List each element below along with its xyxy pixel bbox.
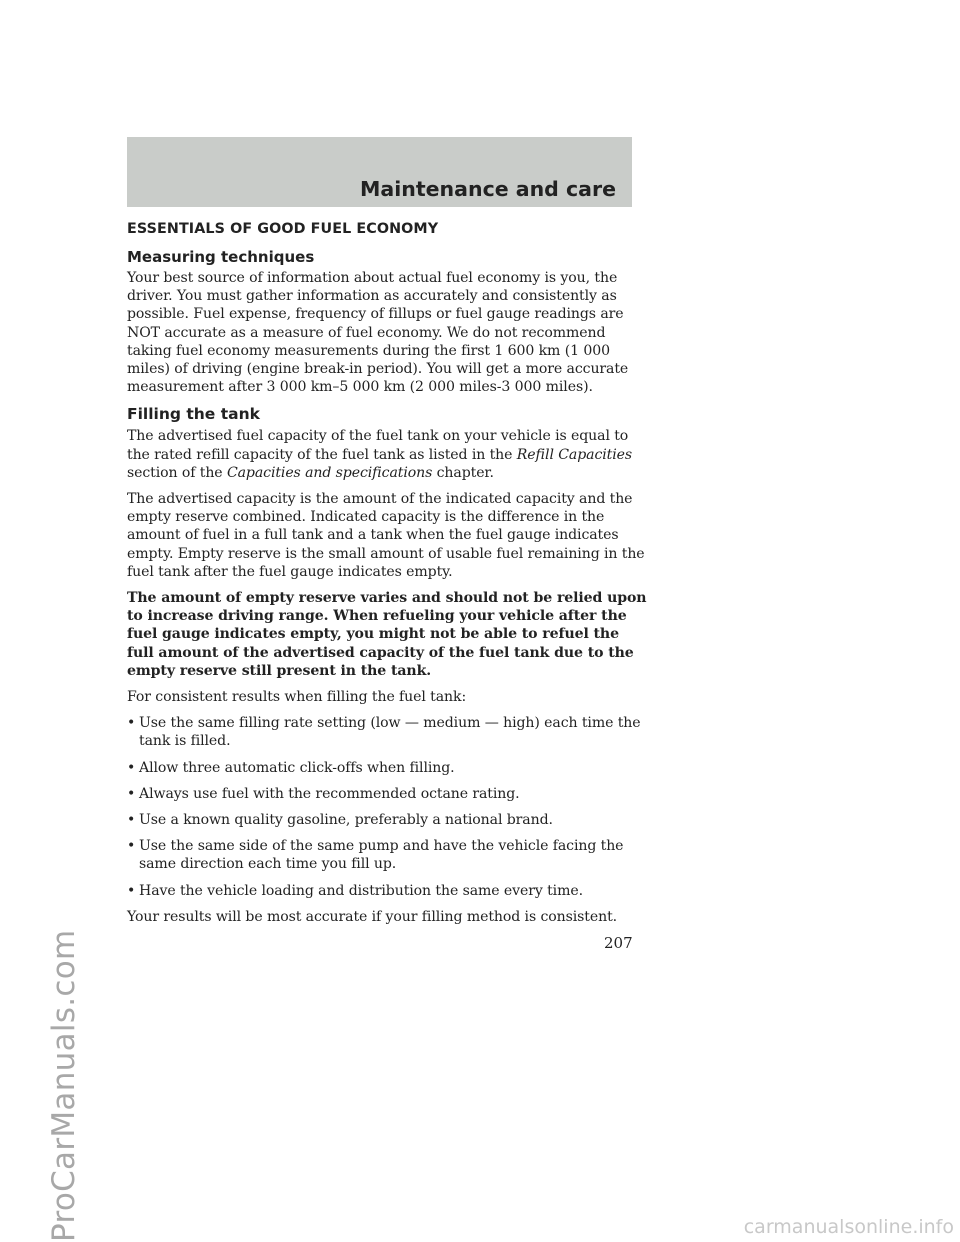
refill-capacities-reference: Refill Capacities (516, 446, 632, 463)
bullet-icon: • (127, 812, 136, 829)
list-item (127, 882, 647, 900)
filling-p1-text-3: chapter. (432, 464, 494, 481)
watermark-carmanualsonline: carmanualsonline.info (743, 1216, 954, 1238)
page-content (127, 221, 647, 934)
list-item (127, 759, 647, 777)
section-title: Maintenance and care (359, 177, 616, 201)
empty-reserve-warning: The amount of empty reserve varies and should not be relied upon to increase driving range. When refueling your vehicle after the fuel gauge indicates empty, you might not be able to refuel the full amount of the advertised capacity of the fuel tank due to the empty reserve still present in the tank. (127, 590, 647, 679)
filling-heading: Filling the tank (127, 405, 260, 424)
main-heading: ESSENTIALS OF GOOD FUEL ECONOMY (127, 221, 439, 237)
list-item-text: Use a known quality gasoline, preferably a national brand. (139, 812, 553, 829)
list-item (127, 811, 647, 829)
list-item (127, 714, 647, 750)
closing-paragraph: Your results will be most accurate if your filling method is consistent. (127, 908, 618, 925)
list-item-text: Have the vehicle loading and distribution the same every time. (139, 882, 583, 899)
list-item-text: Always use fuel with the recommended octane rating. (139, 785, 520, 802)
bullet-icon: • (127, 838, 136, 855)
section-header (127, 137, 632, 207)
filling-tips-list (127, 714, 647, 900)
bullet-icon: • (127, 882, 136, 899)
filling-intro: For consistent results when filling the fuel tank: (127, 689, 467, 706)
list-item-text: Use the same side of the same pump and have the vehicle facing the same direction each time you fill up. (139, 838, 624, 873)
filling-p1-text-1: The advertised fuel capacity of the fuel tank on your vehicle is equal to the rated refill capacity of the fuel tank as listed in the (127, 428, 629, 463)
list-item-text: Use the same filling rate setting (low — medium — high) each time the tank is filled. (139, 715, 641, 750)
bullet-icon: • (127, 715, 136, 732)
bullet-icon: • (127, 785, 136, 802)
bullet-icon: • (127, 759, 136, 776)
watermark-procarmanuals: ProCarManuals.com (46, 929, 82, 1242)
capacities-chapter-reference: Capacities and specifications (226, 464, 433, 481)
list-item-text: Allow three automatic click-offs when filling. (139, 759, 455, 776)
list-item (127, 785, 647, 803)
measuring-paragraph: Your best source of information about actual fuel economy is you, the driver. You must gather information as accurately and consistently as possible. Fuel expense, frequency of fillups or fuel gauge readings are NOT accurate as a measure of fuel economy. We do not recommend taking fuel economy measurements during the first 1 600 km (1 000 miles) of driving (engine break-in period). You will get a more accurate measurement after 3 000 km–5 000 km (2 000 miles-3 000 miles). (127, 270, 629, 396)
list-item (127, 837, 647, 873)
filling-p1-text-2: section of the (127, 464, 227, 481)
filling-paragraph-1 (127, 427, 647, 482)
filling-paragraph-2: The advertised capacity is the amount of the indicated capacity and the empty reserve combined. Indicated capacity is the difference in the amount of fuel in a full tank and a tank when the fuel gauge indicates empty. Empty reserve is the small amount of usable fuel remaining in the fuel tank after the fuel gauge indicates empty. (127, 491, 645, 580)
measuring-heading: Measuring techniques (127, 248, 315, 266)
page-number: 207 (604, 934, 633, 952)
